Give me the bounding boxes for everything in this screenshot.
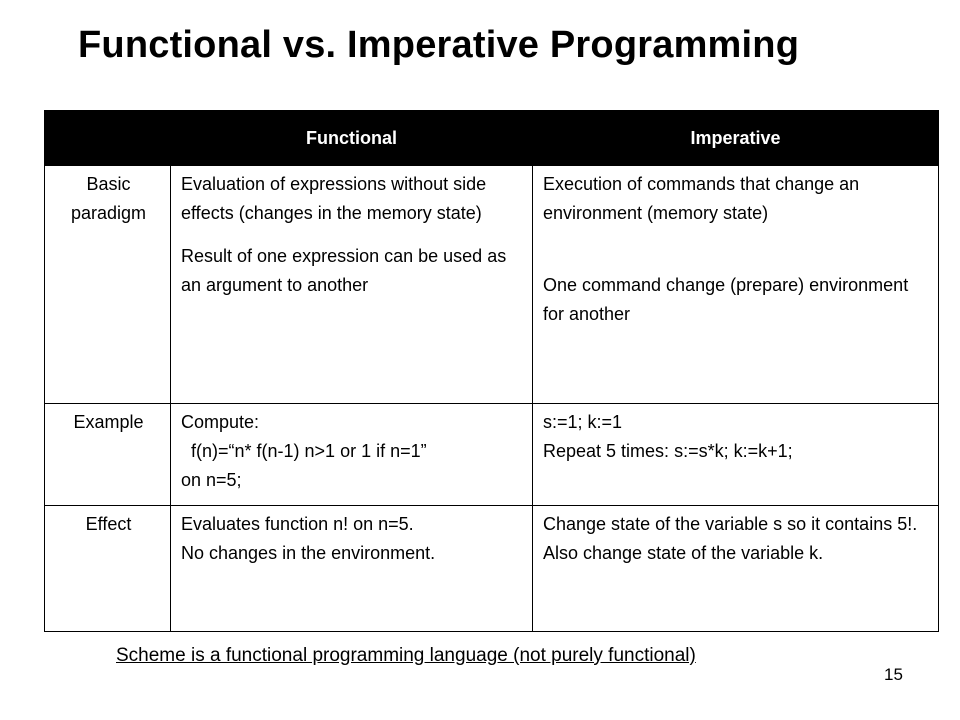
row-label-example: Example xyxy=(45,404,171,506)
imperative-paradigm-text-1: Execution of commands that change an environment (memory state) xyxy=(543,174,860,223)
functional-effect-line-2: No changes in the environment. xyxy=(181,543,436,563)
imperative-example-line-1: s:=1; k:=1 xyxy=(543,412,623,432)
table-row-example xyxy=(45,404,939,506)
slide-title: Functional vs. Imperative Programming xyxy=(78,24,800,66)
imperative-effect-text: Change state of the variable s so it contains 5!. Also change state of the variable k. xyxy=(543,514,918,563)
footer-note: Scheme is a functional programming language (not purely functional) xyxy=(116,645,696,666)
functional-paradigm-text-2: Result of one expression can be used as an argument to another xyxy=(181,246,507,295)
functional-paradigm-text-1: Evaluation of expressions without side effects (changes in the memory state) xyxy=(181,174,487,223)
table-row-basic-paradigm xyxy=(45,166,939,404)
functional-example-line-3: on n=5; xyxy=(181,470,242,490)
page-number: 15 xyxy=(884,665,903,684)
cell-example-imperative xyxy=(533,404,939,506)
cell-basic-paradigm-imperative xyxy=(533,166,939,404)
functional-example-line-2: f(n)=“n* f(n-1) n>1 or 1 if n=1” xyxy=(191,441,427,461)
comparison-table xyxy=(44,110,939,632)
row-label-basic-paradigm: Basic paradigm xyxy=(45,166,171,404)
header-functional: Functional xyxy=(171,111,533,166)
header-imperative: Imperative xyxy=(533,111,939,166)
cell-effect-functional xyxy=(171,506,533,632)
cell-example-functional xyxy=(171,404,533,506)
functional-example-line-1: Compute: xyxy=(181,412,260,432)
cell-effect-imperative xyxy=(533,506,939,632)
header-corner xyxy=(45,111,171,166)
cell-basic-paradigm-functional xyxy=(171,166,533,404)
imperative-example-line-2: Repeat 5 times: s:=s*k; k:=k+1; xyxy=(543,441,793,461)
table-header-row xyxy=(45,111,939,166)
row-label-effect: Effect xyxy=(45,506,171,632)
table-row-effect xyxy=(45,506,939,632)
functional-effect-line-1: Evaluates function n! on n=5. xyxy=(181,514,414,534)
imperative-paradigm-text-2: One command change (prepare) environment for another xyxy=(543,275,909,324)
